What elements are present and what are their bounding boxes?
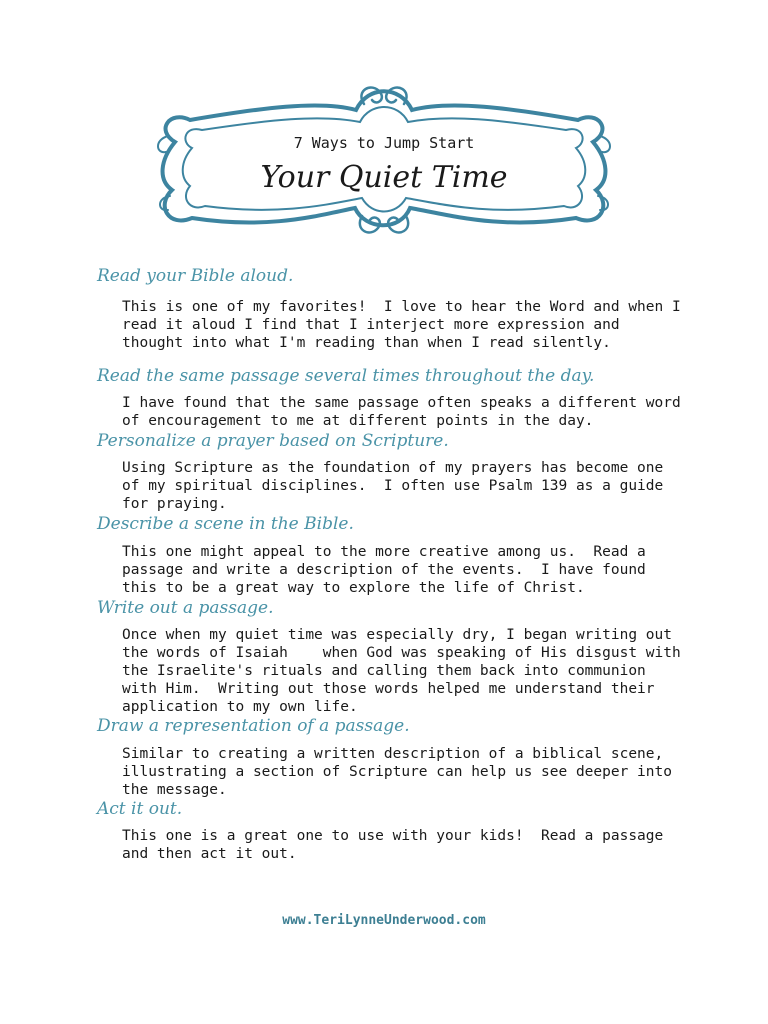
website-link[interactable]: www.TeriLynneUnderwood.com [282, 913, 486, 928]
section-body: Using Scripture as the foundation of my prayers has become one of my spiritual disciplines. I often use Psalm 139 as a guide for praying. [122, 460, 664, 512]
section-heading: Describe a scene in the Bible. [97, 514, 354, 534]
section-heading: Write out a passage. [97, 598, 274, 618]
section-body: I have found that the same passage often speaks a different word of encouragement to me at different points in the day. [122, 395, 681, 429]
section-heading: Personalize a prayer based on Scripture. [97, 431, 449, 451]
section-heading: Read your Bible aloud. [97, 266, 294, 286]
section-body: This one is a great one to use with your kids! Read a passage and then act it out. [122, 828, 664, 862]
section-heading: Draw a representation of a passage. [97, 716, 410, 736]
section-body: This is one of my favorites! I love to hear the Word and when I read it aloud I find that I interject more expression and thought into what I'm reading than when I read silently. [122, 299, 681, 351]
section-heading: Act it out. [97, 799, 183, 819]
page-title: Your Quiet Time [260, 160, 508, 195]
subtitle: 7 Ways to Jump Start [293, 134, 475, 152]
title-frame [150, 80, 618, 240]
section-body: Similar to creating a written description of a biblical scene, illustrating a section of Scripture can help us see deeper into the message. [122, 746, 672, 798]
section-body: Once when my quiet time was especially dry, I began writing out the words of Isaiah when God was speaking of His disgust with the Israelite's rituals and calling them back into communion with Him. Writing out those words helped me understand their application to my own life. [122, 627, 681, 715]
section-heading: Read the same passage several times throughout the day. [97, 366, 595, 386]
section-body: This one might appeal to the more creative among us. Read a passage and write a description of the events. I have found this to be a great way to explore the life of Christ. [122, 544, 646, 596]
